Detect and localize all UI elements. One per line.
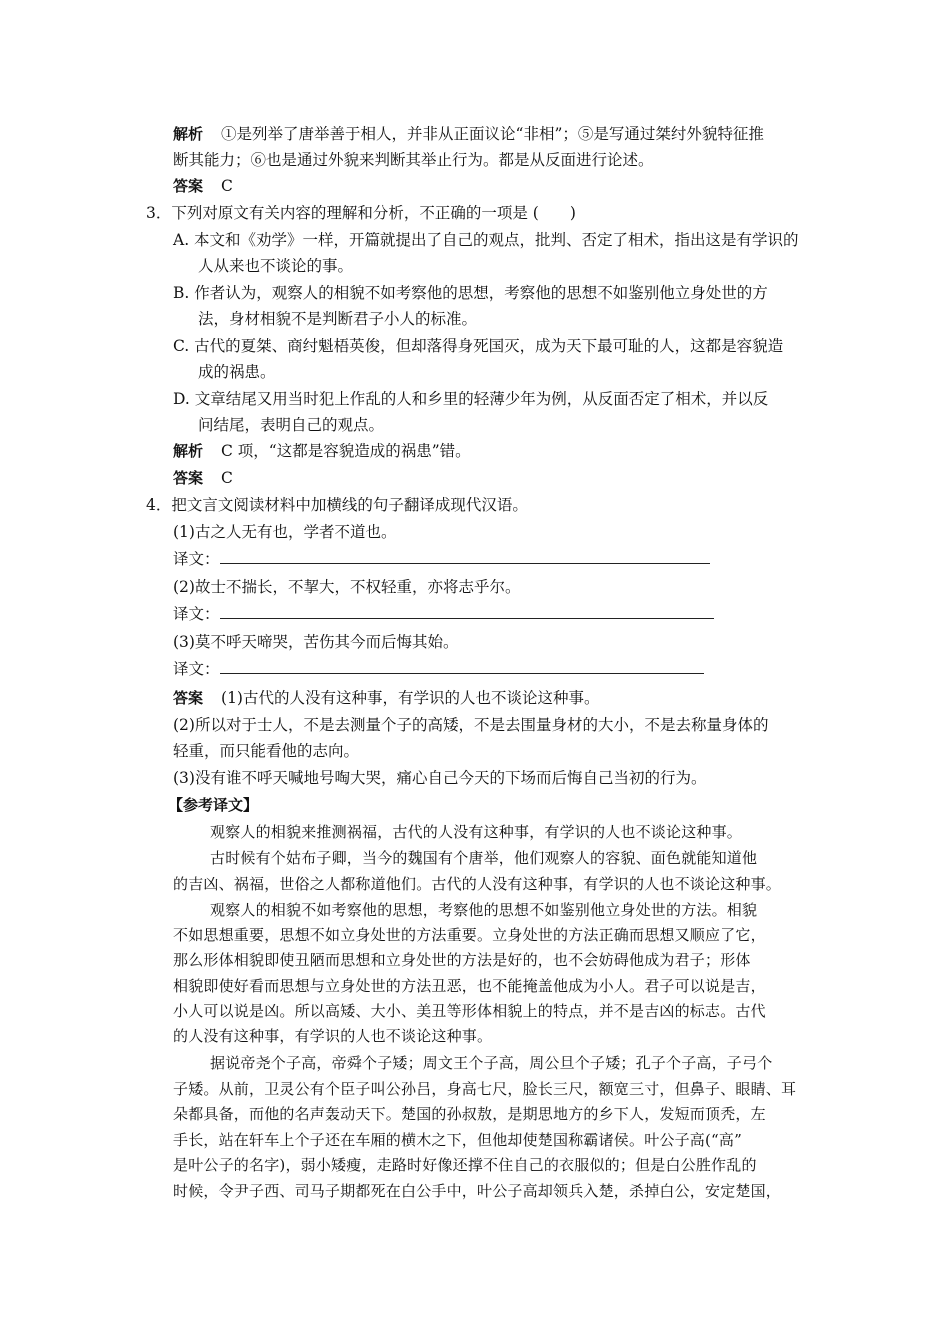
answer-label: 答案: [173, 469, 204, 487]
translation-line-2: [173, 604, 714, 624]
ref-paragraph-line: 的人没有这种事，有学识的人也不谈论这种事。: [173, 1027, 493, 1045]
ref-paragraph-line: 时候，令尹子西、司马子期都死在白公手中，叶公子高却领兵入楚，杀掉白公，安定楚国，: [173, 1182, 782, 1200]
translation-blank[interactable]: [220, 549, 710, 564]
answer-line: [173, 176, 233, 196]
analysis-label: 解析: [173, 442, 204, 460]
analysis-text-cont: 断其能力；⑥也是通过外貌来判断其举止行为。都是从反面进行论述。: [173, 151, 654, 169]
ref-paragraph-line: 古时候有个姑布子卿，当今的魏国有个唐举，他们观察人的容貌、面色就能知道他: [210, 849, 758, 867]
translation-label: 译文：: [173, 550, 220, 568]
question-stem: 把文言文阅读材料中加横线的句子翻译成现代汉语。: [171, 496, 528, 514]
answer-label: 答案: [173, 689, 204, 707]
ref-paragraph-line: 子矮。从前，卫灵公有个臣子叫公孙吕，身高七尺，脸长三尺，额宽三寸，但鼻子、眼睛、耳: [173, 1080, 797, 1098]
ref-paragraph-line: 不如思想重要，思想不如立身处世的方法重要。立身处世的方法正确而思想又顺应了它，: [173, 926, 766, 944]
answer-1: (1)古代的人没有这种事，有学识的人也不谈论这种事。: [221, 689, 600, 707]
question-number: 3．: [146, 204, 172, 222]
question-3: [146, 203, 576, 223]
ref-paragraph-line: 小人可以说是凶。所以高矮、大小、美丑等形体相貌上的特点，并不是吉凶的标志。古代: [173, 1002, 766, 1020]
question-stem: 下列对原文有关内容的理解和分析，不正确的一项是 ( ): [171, 204, 576, 222]
ref-paragraph-line: 观察人的相貌来推测祸福，古代的人没有这种事，有学识的人也不谈论这种事。: [210, 823, 743, 841]
analysis-line: [173, 124, 764, 144]
option-b-cont: 法，身材相貌不是判断君子小人的标准。: [198, 310, 478, 328]
analysis-text: C 项，“这都是容貌造成的祸患”错。: [221, 442, 471, 460]
option-c: C. 古代的夏桀、商纣魁梧英俊，但却落得身死国灭，成为天下最可耻的人，这都是容貌造: [173, 337, 784, 355]
translation-blank[interactable]: [220, 604, 714, 619]
option-b: B. 作者认为，观察人的相貌不如考察他的思想，考察他的思想不如鉴别他立身处世的方: [173, 284, 768, 302]
translation-blank[interactable]: [220, 659, 704, 674]
ref-paragraph-line: 的吉凶、祸福，世俗之人都称道他们。古代的人没有这种事，有学识的人也不谈论这种事。: [173, 875, 782, 893]
ref-paragraph-line: 观察人的相貌不如考察他的思想，考察他的思想不如鉴别他立身处世的方法。相貌: [210, 901, 758, 919]
analysis-text: ①是列举了唐举善于相人，并非从正面议论“非相”；⑤是写通过桀纣外貌特征推: [221, 125, 764, 143]
analysis-line: [173, 441, 471, 461]
translation-label: 译文：: [173, 605, 220, 623]
answer-label: 答案: [173, 177, 204, 195]
sentence-3: (3)莫不呼天啼哭，苦伤其今而后悔其始。: [173, 633, 459, 651]
option-c-cont: 成的祸患。: [198, 363, 276, 381]
ref-paragraph-line: 是叶公子的名字)，弱小矮瘦，走路时好像还撑不住自己的衣服似的；但是白公胜作乱的: [173, 1156, 757, 1174]
option-d-cont: 问结尾，表明自己的观点。: [198, 416, 385, 434]
translation-line-1: [173, 549, 710, 569]
ref-paragraph-line: 那么形体相貌即使丑陋而思想和立身处世的方法是好的，也不会妨碍他成为君子；形体: [173, 951, 751, 969]
sentence-2: (2)故士不揣长，不挈大，不权轻重，亦将志乎尔。: [173, 578, 521, 596]
ref-paragraph-line: 朵都具备，而他的名声轰动天下。楚国的孙叔敖，是期思地方的乡下人，发短而顶秃，左: [173, 1105, 766, 1123]
ref-paragraph-line: 相貌即使好看而思想与立身处世的方法丑恶，也不能掩盖他成为小人。君子可以说是吉，: [173, 977, 766, 995]
ref-paragraph-line: 据说帝尧个子高，帝舜个子矮；周文王个子高，周公旦个子矮；孔子个子高，子弓个: [210, 1054, 773, 1072]
answer-2: (2)所以对于士人，不是去测量个子的高矮，不是去围量身材的大小，不是去称量身体的: [173, 716, 769, 734]
answer-2-cont: 轻重，而只能看他的志向。: [173, 742, 360, 760]
answer-line: [173, 468, 233, 488]
analysis-label: 解析: [173, 125, 204, 143]
translation-line-3: [173, 659, 704, 679]
ref-paragraph-line: 手长，站在轩车上个子还在车厢的横木之下，但他却使楚国称霸诸侯。叶公子高(“高”: [173, 1131, 742, 1149]
option-a-cont: 人从来也不谈论的事。: [198, 257, 354, 275]
answer-line: [173, 688, 599, 708]
answer-value: C: [221, 469, 233, 487]
answer-value: C: [221, 177, 233, 195]
question-4: [146, 495, 528, 515]
translation-label: 译文：: [173, 660, 220, 678]
reference-heading: 【参考译文】: [168, 796, 259, 814]
sentence-1: (1)古之人无有也，学者不道也。: [173, 523, 397, 541]
answer-3: (3)没有谁不呼天喊地号啕大哭，痛心自己今天的下场而后悔自己当初的行为。: [173, 769, 707, 787]
question-number: 4．: [146, 496, 172, 514]
option-d: D. 文章结尾又用当时犯上作乱的人和乡里的轻薄少年为例，从反面否定了相术，并以反: [173, 390, 769, 408]
option-a: A. 本文和《劝学》一样，开篇就提出了自己的观点，批判、否定了相术，指出这是有学识的: [173, 231, 799, 249]
